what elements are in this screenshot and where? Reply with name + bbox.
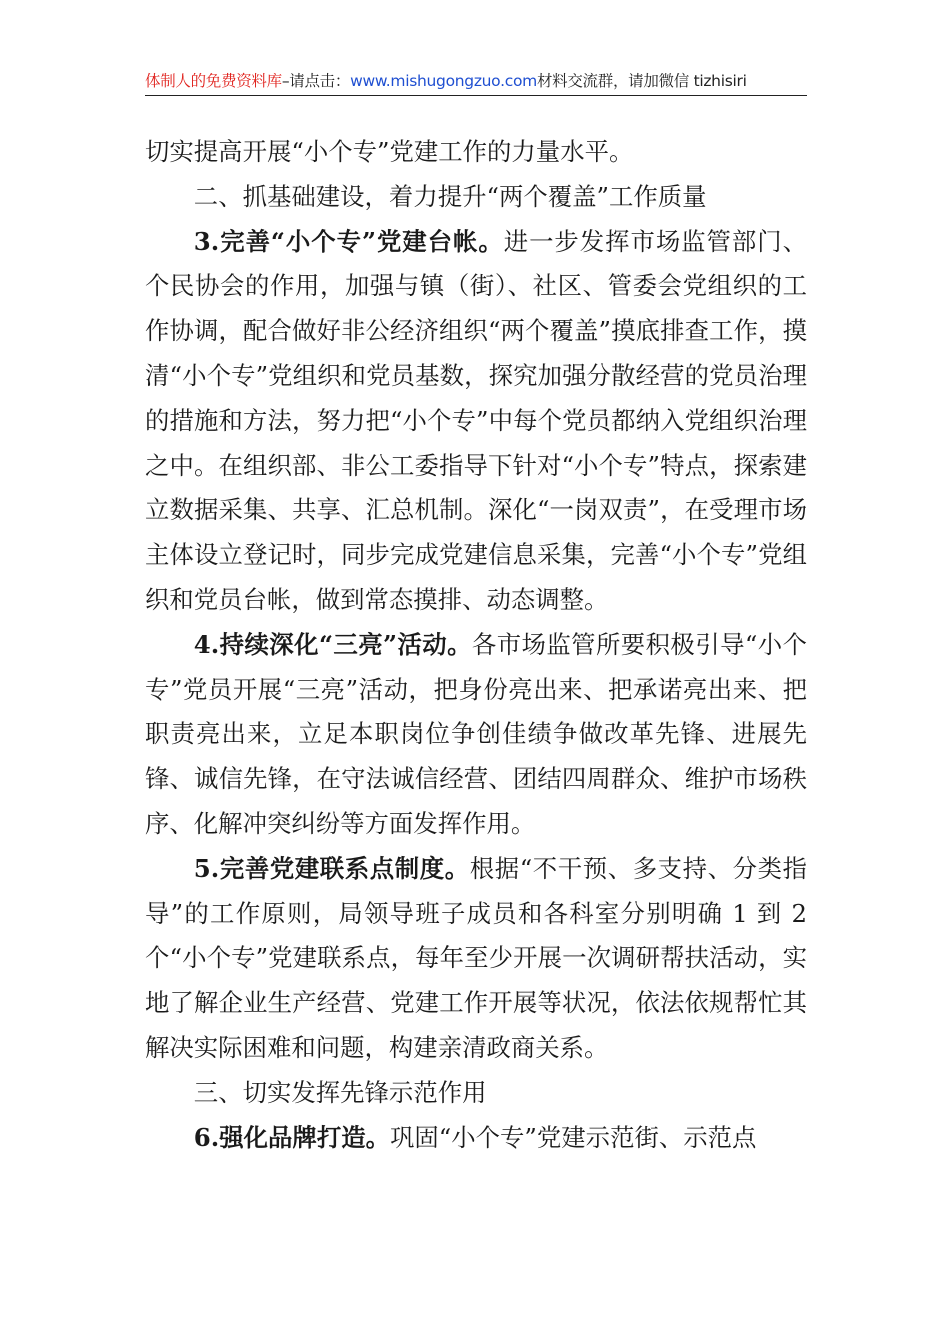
header-prompt: –请点击： — [281, 72, 351, 90]
item-4-title: 4.持续深化“三亮”活动。 — [193, 629, 472, 659]
header-contact: 材料交流群，请加微信 tizhisiri — [536, 72, 747, 90]
header-url-link[interactable]: www.mishugongzuo.com — [350, 72, 537, 90]
item-4-body: 各市场监管所要积极引导“小个专”党员开展“三亮”活动，把身份亮出来、把承诺亮出来、把职责亮出来，立足本职岗位争创佳绩争做改革先锋、进展先锋、诚信先锋，在守法诚信经营、团结四周群众、维护市场秩序、化解冲突纠纷等方面发挥作用。 — [145, 629, 807, 838]
section-heading-2: 二、抓基础建设，着力提升“两个覆盖”工作质量 — [193, 181, 707, 211]
page-header — [145, 68, 807, 94]
paragraph-item-4 — [145, 623, 807, 847]
item-3-title: 3.完善“小个专”党建台帐。 — [193, 226, 504, 256]
header-divider — [145, 95, 807, 96]
paragraph-continuation: 切实提高开展“小个专”党建工作的力量水平。 — [145, 137, 634, 166]
item-6-body: 巩固“小个专”党建示范街、示范点 — [390, 1122, 757, 1152]
item-5-title: 5.完善党建联系点制度。 — [193, 853, 470, 883]
section-heading-3: 三、切实发挥先锋示范作用 — [193, 1077, 487, 1107]
paragraph-item-3 — [145, 220, 807, 623]
item-6-title: 6.强化品牌打造。 — [193, 1122, 390, 1152]
document-body — [145, 130, 807, 1160]
item-3-body: 进一步发挥市场监管部门、个民协会的作用，加强与镇（街）、社区、管委会党组织的工作协调，配合做好非公经济组织“两个覆盖”摸底排查工作，摸清“小个专”党组织和党员基数，探究加强分散经营的党员治理的措施和方法，努力把“小个专”中每个党员都纳入党组织治理之中。在组织部、非公工委指导下针对“小个专”特点，探索建立数据采集、共享、汇总机制。深化“一岗双责”，在受理市场主体设立登记时，同步完成党建信息采集，完善“小个专”党组织和党员台帐，做到常态摸排、动态调整。 — [145, 226, 807, 614]
item-5-body: 根据“不干预、多支持、分类指导”的工作原则，局领导班子成员和各科室分别明确 1 到 2 个“小个专”党建联系点，每年至少开展一次调研帮扶活动，实地了解企业生产经营、党建工作开展等状况，依法依规帮忙其解决实际困难和问题，构建亲清政商关系。 — [145, 853, 807, 1062]
header-site-name: 体制人的免费资料库 — [145, 72, 282, 90]
paragraph-item-5 — [145, 847, 807, 1071]
paragraph-item-6 — [145, 1116, 807, 1161]
